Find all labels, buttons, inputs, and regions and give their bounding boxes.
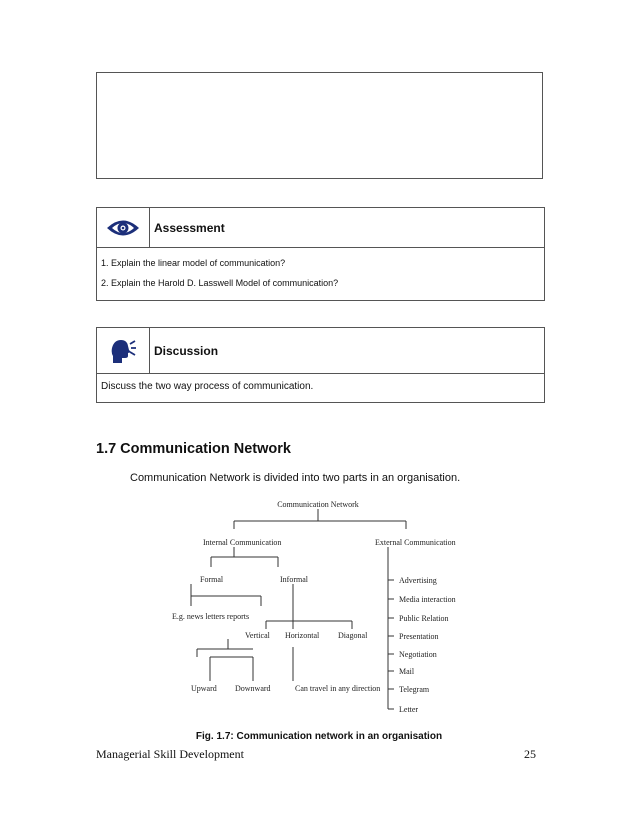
discussion-title: Discussion xyxy=(154,343,219,358)
communication-network-diagram xyxy=(165,495,475,715)
diagram-external-item-1: Advertising xyxy=(399,576,437,585)
section-heading: 1.7 Communication Network xyxy=(96,441,291,457)
section-intro: Communication Network is divided into two parts in an organisation. xyxy=(130,472,461,484)
diagram-formal-label: Formal xyxy=(200,575,224,584)
speaking-head-icon xyxy=(97,328,150,373)
diagram-upward-label: Upward xyxy=(191,684,217,693)
discussion-panel xyxy=(96,327,545,403)
diagram-external-item-7: Telegram xyxy=(399,685,430,694)
diagram-travel-label: Can travel in any direction xyxy=(295,684,381,693)
page-number: 25 xyxy=(524,747,536,761)
diagram-internal-label: Internal Communication xyxy=(203,538,282,547)
discussion-text: Discuss the two way process of communication. xyxy=(101,381,314,392)
blank-note-box xyxy=(96,72,543,179)
assessment-panel xyxy=(96,207,545,301)
diagram-diagonal-label: Diagonal xyxy=(338,631,368,640)
assessment-title: Assessment xyxy=(154,220,225,235)
eye-icon xyxy=(97,208,150,247)
diagram-formal-example: E.g. news letters reports xyxy=(172,612,250,621)
diagram-external-item-6: Mail xyxy=(399,667,415,676)
diagram-external-item-5: Negotiation xyxy=(399,650,437,659)
diagram-horizontal-label: Horizontal xyxy=(285,631,320,640)
diagram-root-label: Communication Network xyxy=(277,500,359,509)
diagram-external-item-4: Presentation xyxy=(399,632,439,641)
diagram-external-item-3: Public Relation xyxy=(399,614,449,623)
footer-title: Managerial Skill Development xyxy=(96,747,244,761)
diagram-vertical-label: Vertical xyxy=(245,631,270,640)
diagram-external-item-8: Letter xyxy=(399,705,419,714)
assessment-question-2: 2. Explain the Harold D. Lasswell Model of communication? xyxy=(101,278,339,288)
figure-caption: Fig. 1.7: Communication network in an organisation xyxy=(195,731,443,742)
diagram-informal-label: Informal xyxy=(280,575,308,584)
diagram-external-item-2: Media interaction xyxy=(399,595,456,604)
diagram-downward-label: Downward xyxy=(235,684,271,693)
assessment-question-1: 1. Explain the linear model of communication? xyxy=(101,258,286,268)
diagram-external-label: External Communication xyxy=(375,538,456,547)
